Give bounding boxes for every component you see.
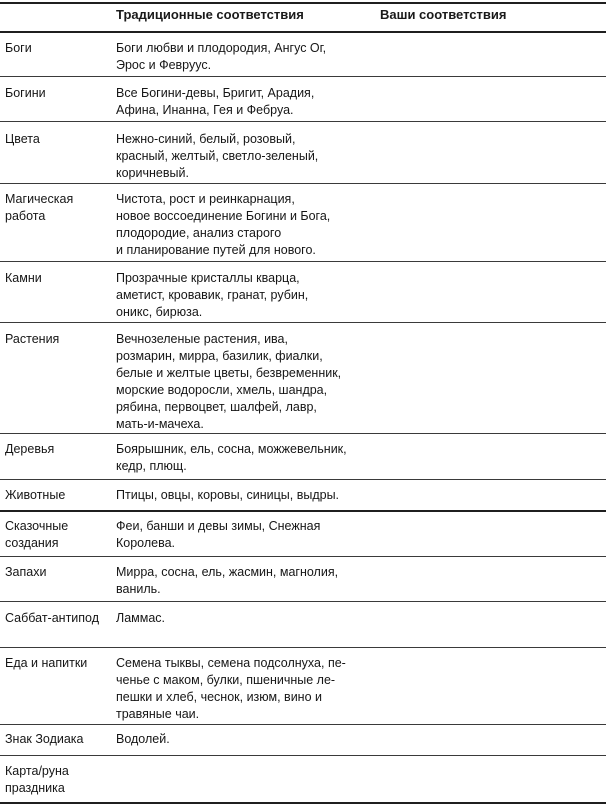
row-traditional: Семена тыквы, семена подсолнуха, пе- ченье с маком, булки, пшеничные ле- пешки и хлеб, чеснок, изюм, вино и травяные чаи. xyxy=(116,656,346,721)
row-traditional: Прозрачные кристаллы кварца, аметист, кровавик, гранат, рубин, оникс, бирюза. xyxy=(116,271,309,319)
row-divider xyxy=(0,647,606,648)
row-category: Сказочные создания xyxy=(5,519,69,550)
row-traditional: Вечнозеленые растения, ива, розмарин, мирра, базилик, фиалки, белые и желтые цветы, безвременник, морские водоросли, хмель, шандра, рябина, первоцвет, шалфей, лавр, мать-и-мачеха. xyxy=(116,332,342,431)
row-traditional: Феи, банши и девы зимы, Снежная Королева. xyxy=(116,519,321,550)
row-category: Камни xyxy=(5,271,42,285)
row-traditional: Боги любви и плодородия, Ангус Ог, Эрос и Февруус. xyxy=(116,41,327,72)
row-traditional: Все Богини-девы, Бригит, Арадия, Афина, Инанна, Гея и Фебруа. xyxy=(116,86,315,117)
row-divider xyxy=(0,479,606,480)
row-category: Саббат-антипод xyxy=(5,611,100,625)
row-divider xyxy=(0,755,606,756)
bottom-rule xyxy=(0,802,606,804)
row-traditional: Нежно-синий, белый, розовый, красный, желтый, светло-зеленый, коричневый. xyxy=(116,132,319,180)
row-category: Знак Зодиака xyxy=(5,732,84,746)
row-category: Цвета xyxy=(5,132,40,146)
row-divider xyxy=(0,601,606,602)
row-traditional: Чистота, рост и реинкарнация, новое воссоединение Богини и Бога, плодородие, анализ старого и планирование путей для нового. xyxy=(116,192,331,257)
row-divider xyxy=(0,183,606,184)
row-category: Боги xyxy=(5,41,32,55)
row-traditional: Мирра, сосна, ель, жасмин, магнолия, ваниль. xyxy=(116,565,339,596)
row-traditional: Боярышник, ель, сосна, можжевельник, кедр, плющ. xyxy=(116,442,347,473)
row-divider xyxy=(0,724,606,725)
row-divider xyxy=(0,76,606,77)
row-category: Растения xyxy=(5,332,60,346)
row-divider xyxy=(0,433,606,434)
row-category: Животные xyxy=(5,488,66,502)
row-category: Карта/руна праздника xyxy=(5,764,69,795)
row-category: Магическая работа xyxy=(5,192,74,223)
row-divider xyxy=(0,556,606,557)
row-traditional: Водолей. xyxy=(116,732,170,746)
top-rule xyxy=(0,2,606,4)
row-category: Богини xyxy=(5,86,46,100)
row-traditional: Ламмас. xyxy=(116,611,166,625)
row-divider xyxy=(0,261,606,262)
row-divider xyxy=(0,121,606,122)
row-traditional: Птицы, овцы, коровы, синицы, выдры. xyxy=(116,488,340,502)
row-category: Деревья xyxy=(5,442,55,456)
row-divider xyxy=(0,322,606,323)
header-rule xyxy=(0,31,606,33)
row-category: Запахи xyxy=(5,565,47,579)
row-divider xyxy=(0,510,606,512)
header-yours: Ваши соответствия xyxy=(380,7,507,22)
row-category: Еда и напитки xyxy=(5,656,88,670)
header-traditional: Традиционные соответствия xyxy=(116,7,304,22)
